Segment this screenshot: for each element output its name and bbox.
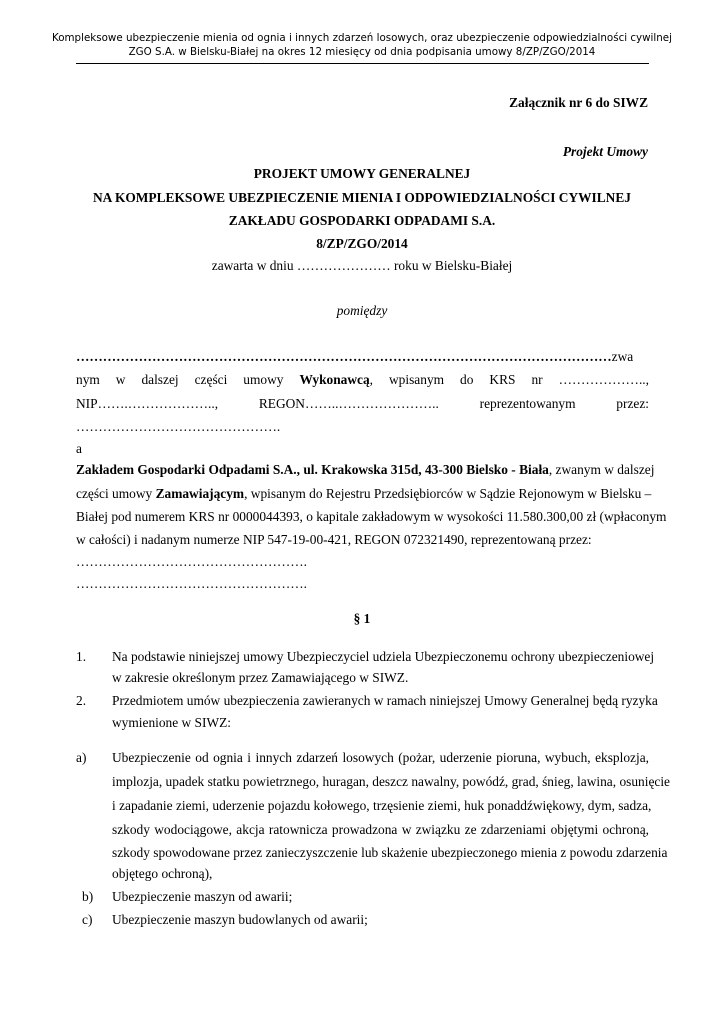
party1-zwa: zwa (611, 349, 634, 364)
section-1-heading: § 1 (353, 611, 371, 626)
party1-line-2 (76, 372, 649, 388)
sub-item-letter: a) (76, 750, 87, 765)
item-number: 1. (76, 649, 87, 664)
party2-line-4: w całości) i nadanym numerze NIP 547-19-00-421, REGON 072321490, reprezentowaną przez: (76, 532, 592, 547)
party1-line-1 (76, 349, 633, 365)
party2-line-2-rest: , wpisanym do Rejestru Przedsiębiorców w Sądzie Rejonowym w Bielsku – (244, 486, 652, 501)
header-divider (76, 63, 649, 64)
and-label: a (76, 441, 82, 456)
concluded-line: zawarta w dniu ………………… roku w Bielsku-Białej (211, 258, 513, 273)
party2-line-2 (76, 486, 652, 502)
title-line-4: 8/ZP/ZGO/2014 (316, 236, 408, 251)
party2-line-3: Białej pod numerem KRS nr 0000044393, o kapitale zakładowym w wysokości 11.580.300,00 zł (wpłaconym (76, 509, 667, 524)
employer-name: Zakładem Gospodarki Odpadami S.A., ul. Krakowska 315d, 43-300 Bielsko - Biała (76, 462, 549, 477)
party1-line-2-rest: , wpisanym do KRS nr ……………….., (369, 372, 649, 387)
running-header (0, 31, 724, 59)
sub-item-line: Ubezpieczenie maszyn od awarii; (112, 889, 293, 904)
between-label: pomiędzy (336, 303, 388, 318)
sub-item-line: Ubezpieczenie maszyn budowlanych od awarii; (112, 912, 368, 927)
party1-dots: ………………………………………………………………………………………………………… (76, 349, 612, 364)
sub-item-line: Ubezpieczenie od ognia i innych zdarzeń losowych (pożar, uderzenie pioruna, wybuch, eksplozja, (112, 750, 649, 765)
title-line-2: NA KOMPLEKSOWE UBEZPIECZENIE MIENIA I ODPOWIEDZIALNOŚCI CYWILNEJ (93, 190, 631, 205)
sub-item-line: szkody spowodowane przez zanieczyszczenie lub skażenie ubezpieczonego mienia z powodu zdarzenia (112, 845, 668, 860)
party2-line-5: ……………………………………………. (76, 554, 307, 569)
sub-item-letter: c) (82, 912, 93, 927)
sub-item-line: i zapadanie ziemi, uderzenie pojazdu kołowego, trzęsienie ziemi, huk ponaddźwiękowy, dym, sadza, (112, 798, 652, 813)
party2-line-1-rest: , zwanym w dalszej (548, 462, 655, 477)
item-line: Przedmiotem umów ubezpieczenia zawieranych w ramach niniejszej Umowy Generalnej będą ryzyka (112, 693, 658, 708)
party1-line-4: ………………………………………. (76, 419, 281, 434)
party1-line-3: NIP…….……………….., REGON……..………………….. reprezentowanym przez: (76, 396, 649, 411)
running-header-line-1: Kompleksowe ubezpieczenie mienia od ognia i innych zdarzeń losowych, oraz ubezpieczenie odpowiedzialności cywilnej (51, 32, 672, 44)
title-line-3: ZAKŁADU GOSPODARKI ODPADAMI S.A. (228, 213, 496, 228)
party1-line-2-text: nym w dalszej części umowy (76, 372, 300, 387)
title-line-1: PROJEKT UMOWY GENERALNEJ (253, 166, 471, 181)
attachment-label: Załącznik nr 6 do SIWZ (509, 95, 648, 110)
party2-line-6: ……………………………………………. (76, 576, 307, 591)
running-header-line-2: ZGO S.A. w Bielsku-Białej na okres 12 miesięcy od dnia podpisania umowy 8/ZP/ZGO/2014 (128, 46, 596, 58)
employer-term: Zamawiającym (155, 486, 245, 501)
contractor-term: Wykonawcą (299, 372, 370, 387)
sub-item-line: szkody wodociągowe, akcja ratownicza prowadzona w związku ze zdarzeniami objętymi ochroną, (112, 822, 649, 837)
project-label: Projekt Umowy (562, 144, 648, 159)
item-line: w zakresie określonym przez Zamawiającego w SIWZ. (112, 670, 409, 685)
item-line: Na podstawie niniejszej umowy Ubezpieczyciel udziela Ubezpieczonemu ochrony ubezpieczeniowej (112, 649, 655, 664)
sub-item-line: objętego ochroną), (112, 866, 213, 881)
party2-line-2-text: części umowy (76, 486, 156, 501)
item-number: 2. (76, 693, 87, 708)
party2-line-1 (76, 462, 654, 478)
item-line: wymienione w SIWZ: (112, 715, 232, 730)
sub-item-line: implozja, upadek statku powietrznego, huragan, deszcz nawalny, powódź, grad, śnieg, lawina, osunięcie (112, 774, 671, 789)
sub-item-letter: b) (82, 889, 94, 904)
